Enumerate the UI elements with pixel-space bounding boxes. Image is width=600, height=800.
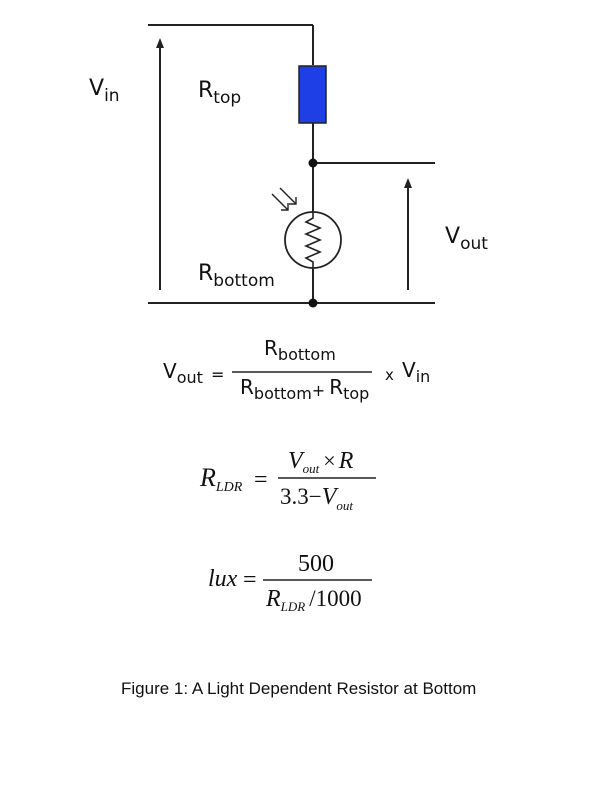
eq1-equals: = [211, 365, 225, 384]
ldr-symbol [285, 212, 341, 268]
eq1-times: x [385, 366, 394, 384]
vin-arrow [156, 38, 164, 290]
voltage-divider-equation [163, 336, 430, 403]
eq3-denominator: $R_{LDR}$ /1000 [266, 586, 362, 614]
vout-label: Vout [445, 224, 488, 254]
eq3-numerator: 500 [298, 551, 334, 577]
eq2-numerator: $V_{out} \times R$ [288, 448, 354, 476]
rbottom-label: Rbottom [198, 261, 275, 291]
eq2-denominator: $3.3-V_{out}$ [280, 484, 354, 513]
lux-equation [208, 551, 372, 614]
eq1-lhs: Vout [163, 359, 203, 387]
figure-caption: Figure 1: A Light Dependent Resistor at Bottom [121, 679, 477, 698]
eq2-equals: = [254, 467, 268, 493]
vout-junction-node [309, 159, 318, 168]
rtop-label: Rtop [198, 78, 242, 108]
bottom-junction-node [309, 299, 318, 308]
rtop-resistor [299, 66, 326, 123]
eq2-lhs: RLDR [200, 463, 243, 495]
vout-arrow [404, 178, 412, 290]
eq1-rhs: Vin [402, 358, 431, 386]
rldr-equation [199, 448, 376, 513]
light-arrows-icon [272, 188, 296, 210]
eq1-numerator: Rbottom [264, 336, 336, 364]
eq3-lhs: lux [208, 566, 238, 592]
circuit-diagram [148, 25, 435, 303]
eq1-denominator: Rbottom+ Rtop [240, 375, 370, 403]
eq3-equals: = [243, 567, 257, 593]
vin-label: Vin [89, 76, 120, 106]
